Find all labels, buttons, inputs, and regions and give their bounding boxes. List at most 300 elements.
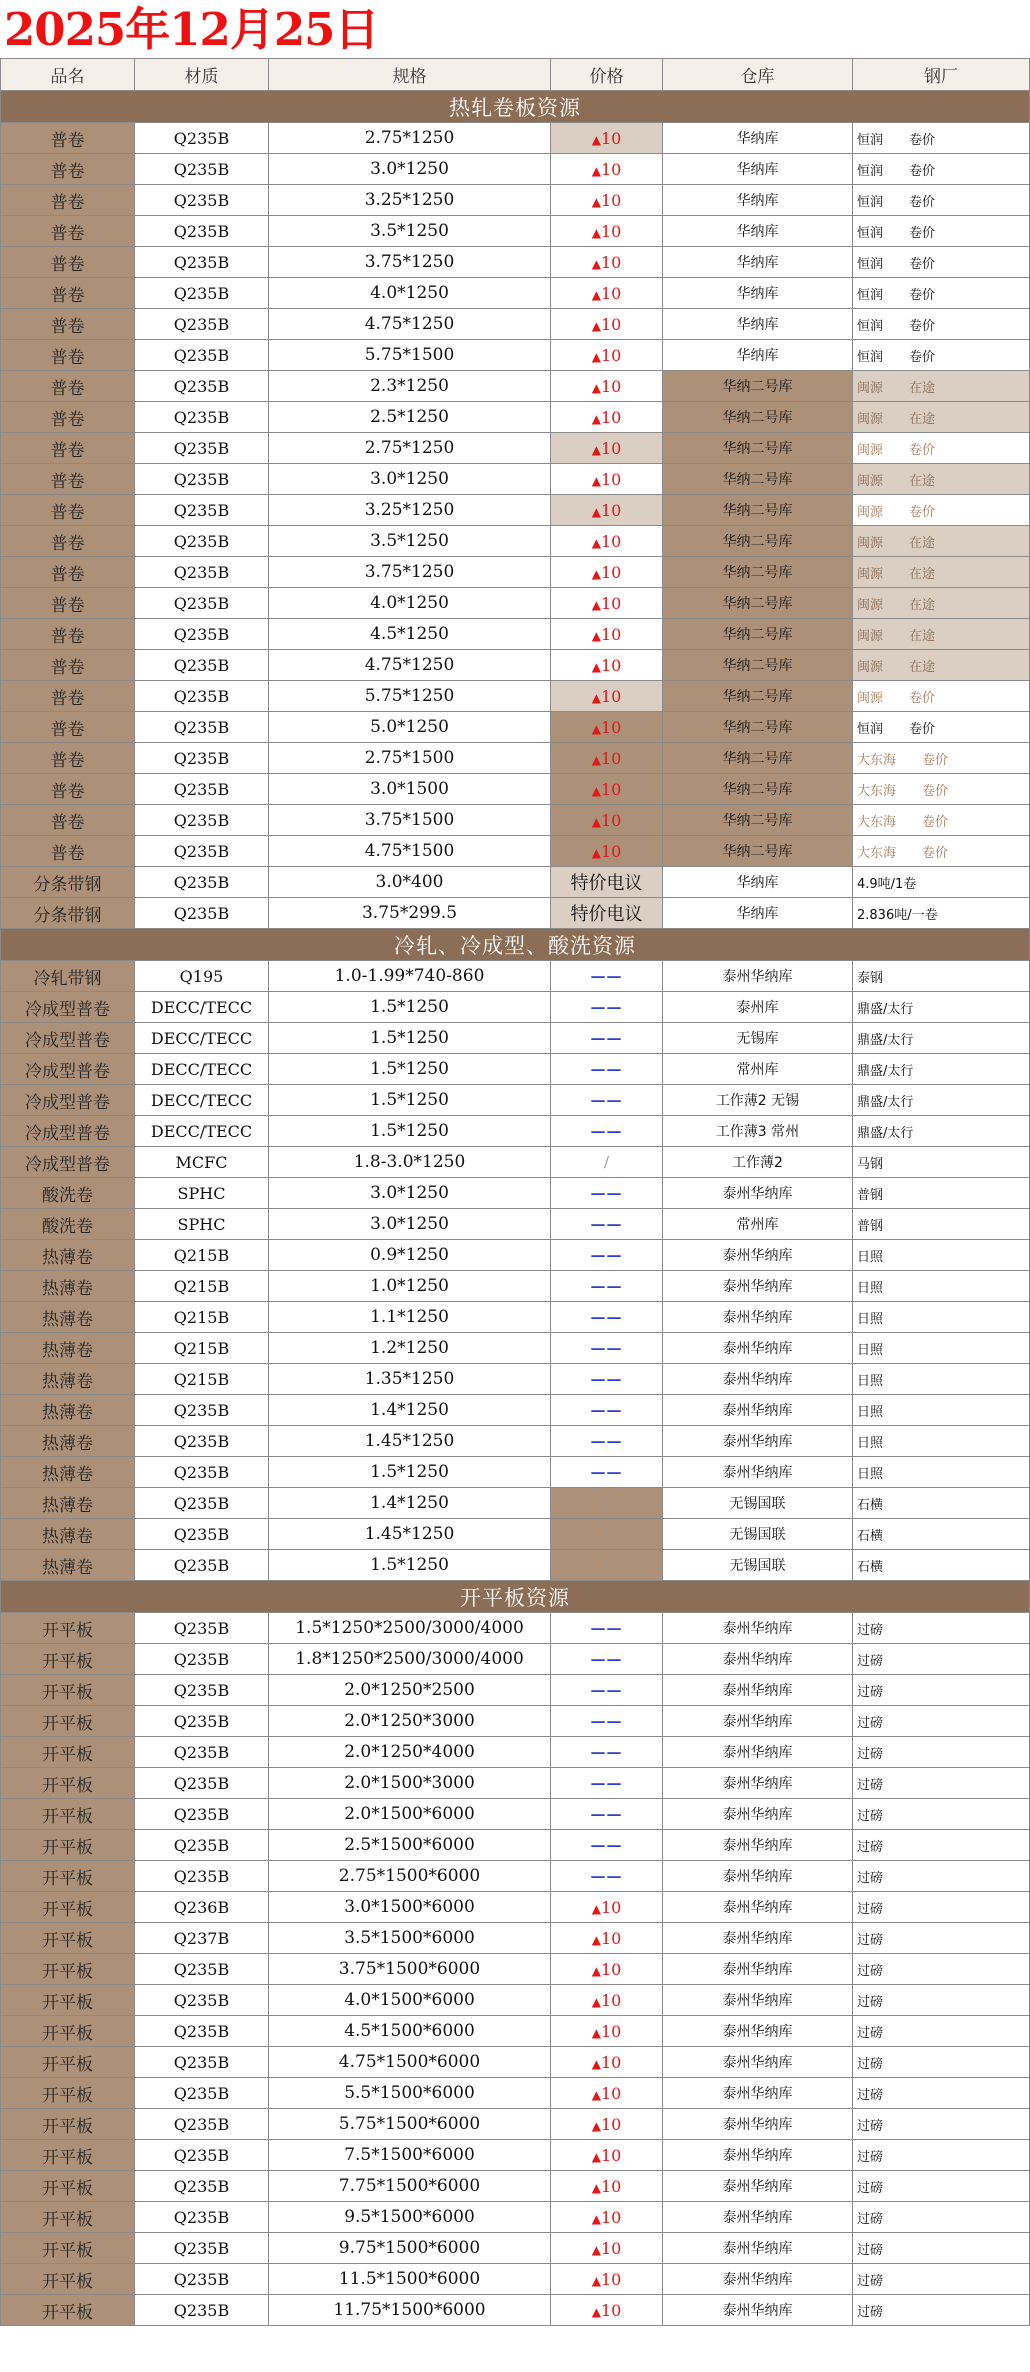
up-triangle-icon: ▲ (591, 2118, 601, 2133)
material-cell: SPHC (135, 1209, 269, 1240)
warehouse-cell: 华纳二号库 (663, 588, 853, 619)
table-row (1, 557, 1030, 588)
steel-mill-cell (853, 2202, 1030, 2233)
mill-note: 卷价 (909, 349, 936, 365)
steel-mill-cell (853, 123, 1030, 154)
warehouse-cell: 泰州华纳库 (663, 1737, 853, 1768)
spec-cell: 11.75*1500*6000 (269, 2295, 551, 2326)
mill-name: 恒润 (857, 287, 884, 303)
spec-cell: 5.75*1500*6000 (269, 2109, 551, 2140)
up-triangle-icon: ▲ (591, 287, 601, 302)
product-name-cell: 开平板 (1, 2078, 135, 2109)
price-change-value: 10 (600, 810, 622, 830)
mill-note: 卷价 (909, 721, 936, 737)
table-row (1, 1768, 1030, 1799)
header-row (1, 59, 1030, 91)
warehouse-cell: 泰州华纳库 (663, 1923, 853, 1954)
up-triangle-icon: ▲ (591, 752, 601, 767)
product-name-cell: 普卷 (1, 588, 135, 619)
steel-mill-cell (853, 2078, 1030, 2109)
price-change-value: 10 (600, 2021, 622, 2041)
steel-mill-cell (853, 216, 1030, 247)
table-row (1, 464, 1030, 495)
mill-name: 过磅 (857, 1622, 884, 1638)
spec-cell: 1.8-3.0*1250 (269, 1147, 551, 1178)
table-row (1, 154, 1030, 185)
material-cell: Q235B (135, 1519, 269, 1550)
steel-mill-cell (853, 1302, 1030, 1333)
product-name-cell: 开平板 (1, 1954, 135, 1985)
product-name-cell: 热薄卷 (1, 1426, 135, 1457)
table-row (1, 1085, 1030, 1116)
material-cell: Q195 (135, 961, 269, 992)
mill-name: 过磅 (857, 1870, 884, 1886)
table-row (1, 1613, 1030, 1644)
product-name-cell: 普卷 (1, 836, 135, 867)
price-cell (551, 495, 663, 526)
steel-mill-cell (853, 340, 1030, 371)
spec-cell: 3.0*1500*6000 (269, 1892, 551, 1923)
mill-name: 日照 (857, 1435, 884, 1451)
table-row (1, 836, 1030, 867)
spec-cell: 2.0*1500*3000 (269, 1768, 551, 1799)
table-row (1, 2295, 1030, 2326)
spec-cell: 1.5*1250 (269, 992, 551, 1023)
product-name-cell: 热薄卷 (1, 1395, 135, 1426)
price-cell (551, 464, 663, 495)
steel-mill-cell (853, 1644, 1030, 1675)
mill-name: 石横 (857, 1559, 884, 1575)
price-change-value: 10 (600, 2145, 622, 2165)
price-cell (551, 805, 663, 836)
steel-mill-cell (853, 2109, 1030, 2140)
column-header: 规格 (269, 59, 551, 91)
spec-cell: 4.0*1250 (269, 588, 551, 619)
spec-cell: 3.5*1500*6000 (269, 1923, 551, 1954)
mill-name: 闽源 (857, 411, 884, 427)
up-triangle-icon: ▲ (591, 2180, 601, 2195)
price-cell: —— (551, 1737, 663, 1768)
table-row (1, 1364, 1030, 1395)
table-row (1, 1457, 1030, 1488)
warehouse-cell: 泰州华纳库 (663, 1271, 853, 1302)
price-change-value: 10 (600, 624, 622, 644)
spec-cell: 3.0*1250 (269, 154, 551, 185)
price-change-value: 10 (600, 1990, 622, 2010)
table-row (1, 1209, 1030, 1240)
table-row (1, 526, 1030, 557)
mill-note: 在途 (909, 411, 936, 427)
steel-mill-cell (853, 1147, 1030, 1178)
product-name-cell: 普卷 (1, 371, 135, 402)
mill-name: 闽源 (857, 628, 884, 644)
spec-cell: 4.5*1250 (269, 619, 551, 650)
material-cell: MCFC (135, 1147, 269, 1178)
spec-cell: 4.5*1500*6000 (269, 2016, 551, 2047)
spec-cell: 3.0*1500 (269, 774, 551, 805)
up-triangle-icon: ▲ (591, 194, 601, 209)
material-cell: Q235B (135, 650, 269, 681)
table-row (1, 712, 1030, 743)
material-cell: Q235B (135, 867, 269, 898)
table-row (1, 1116, 1030, 1147)
warehouse-cell: 华纳二号库 (663, 495, 853, 526)
spec-cell: 4.75*1250 (269, 650, 551, 681)
mill-name: 日照 (857, 1404, 884, 1420)
material-cell: Q235B (135, 1799, 269, 1830)
product-name-cell: 热薄卷 (1, 1364, 135, 1395)
price-cell (551, 2171, 663, 2202)
product-name-cell: 普卷 (1, 743, 135, 774)
warehouse-cell: 泰州华纳库 (663, 2140, 853, 2171)
material-cell: Q237B (135, 1923, 269, 1954)
price-cell: —— (551, 1116, 663, 1147)
material-cell: Q235B (135, 278, 269, 309)
mill-name: 恒润 (857, 349, 884, 365)
warehouse-cell: 泰州华纳库 (663, 1302, 853, 1333)
material-cell: Q235B (135, 2233, 269, 2264)
price-change-value: 10 (600, 469, 622, 489)
spec-cell: 4.75*1250 (269, 309, 551, 340)
price-cell: —— (551, 1613, 663, 1644)
material-cell: Q235B (135, 1644, 269, 1675)
warehouse-cell: 常州库 (663, 1054, 853, 1085)
product-name-cell: 冷成型普卷 (1, 1054, 135, 1085)
warehouse-cell: 泰州华纳库 (663, 1426, 853, 1457)
price-cell (551, 2233, 663, 2264)
warehouse-cell: 泰州华纳库 (663, 2202, 853, 2233)
material-cell: Q235B (135, 1954, 269, 1985)
material-cell: Q235B (135, 898, 269, 929)
material-cell: Q235B (135, 2140, 269, 2171)
price-cell (551, 2140, 663, 2171)
mill-name: 过磅 (857, 2242, 884, 2258)
mill-name: 过磅 (857, 1963, 884, 1979)
steel-mill-cell (853, 154, 1030, 185)
price-change-value: 10 (600, 686, 622, 706)
material-cell: Q235B (135, 681, 269, 712)
steel-mill-cell (853, 2016, 1030, 2047)
price-change-value: 10 (600, 562, 622, 582)
mill-name: 恒润 (857, 163, 884, 179)
price-change-value: 10 (600, 717, 622, 737)
table-row (1, 2171, 1030, 2202)
up-triangle-icon: ▲ (591, 1901, 601, 1916)
up-triangle-icon: ▲ (591, 2211, 601, 2226)
steel-mill-cell (853, 278, 1030, 309)
warehouse-cell: 泰州华纳库 (663, 1333, 853, 1364)
steel-mill-cell (853, 2264, 1030, 2295)
product-name-cell: 普卷 (1, 712, 135, 743)
price-change-value: 10 (600, 2083, 622, 2103)
steel-mill-cell (853, 1830, 1030, 1861)
steel-mill-cell (853, 1519, 1030, 1550)
spec-cell: 3.25*1250 (269, 495, 551, 526)
up-triangle-icon: ▲ (591, 2273, 601, 2288)
material-cell: Q235B (135, 805, 269, 836)
warehouse-cell: 华纳二号库 (663, 774, 853, 805)
mill-name: 过磅 (857, 1839, 884, 1855)
warehouse-cell: 工作薄2 (663, 1147, 853, 1178)
table-row (1, 2078, 1030, 2109)
table-row (1, 1861, 1030, 1892)
warehouse-cell: 华纳库 (663, 247, 853, 278)
mill-name: 恒润 (857, 721, 884, 737)
price-cell (551, 2264, 663, 2295)
mill-note: 在途 (909, 659, 936, 675)
spec-cell: 9.75*1500*6000 (269, 2233, 551, 2264)
product-name-cell: 普卷 (1, 278, 135, 309)
up-triangle-icon: ▲ (591, 442, 601, 457)
price-cell (551, 247, 663, 278)
price-cell: —— (551, 1085, 663, 1116)
steel-mill-cell (853, 1706, 1030, 1737)
steel-mill-cell (853, 961, 1030, 992)
steel-mill-cell (853, 1923, 1030, 1954)
spec-cell: 1.5*1250 (269, 1116, 551, 1147)
section-title: 热轧卷板资源 (1, 91, 1030, 123)
warehouse-cell: 泰州华纳库 (663, 1644, 853, 1675)
material-cell: Q235B (135, 1737, 269, 1768)
price-cell (551, 774, 663, 805)
material-cell: Q236B (135, 1892, 269, 1923)
material-cell: Q235B (135, 1395, 269, 1426)
mill-name: 恒润 (857, 318, 884, 334)
product-name-cell: 普卷 (1, 681, 135, 712)
warehouse-cell: 泰州华纳库 (663, 2264, 853, 2295)
section-title: 开平板资源 (1, 1581, 1030, 1613)
product-name-cell: 冷成型普卷 (1, 992, 135, 1023)
steel-mill-cell (853, 557, 1030, 588)
material-cell: Q235B (135, 216, 269, 247)
product-name-cell: 开平板 (1, 2202, 135, 2233)
up-triangle-icon: ▲ (591, 473, 601, 488)
spec-cell: 1.0*1250 (269, 1271, 551, 1302)
table-row (1, 123, 1030, 154)
warehouse-cell: 泰州华纳库 (663, 1799, 853, 1830)
product-name-cell: 普卷 (1, 247, 135, 278)
spec-cell: 2.75*1500*6000 (269, 1861, 551, 1892)
steel-mill-cell (853, 247, 1030, 278)
price-change-value: 10 (600, 2269, 622, 2289)
mill-note: 卷价 (922, 783, 949, 799)
table-row (1, 1923, 1030, 1954)
product-name-cell: 开平板 (1, 1613, 135, 1644)
material-cell: Q235B (135, 1675, 269, 1706)
mill-name: 鼎盛/太行 (857, 1032, 914, 1048)
spec-cell: 1.5*1250 (269, 1457, 551, 1488)
material-cell: Q235B (135, 1613, 269, 1644)
price-cell (551, 1985, 663, 2016)
table-row (1, 1892, 1030, 1923)
table-row (1, 2047, 1030, 2078)
warehouse-cell: 泰州华纳库 (663, 1830, 853, 1861)
steel-mill-cell (853, 185, 1030, 216)
price-change-value: 10 (600, 252, 622, 272)
price-cell (551, 712, 663, 743)
material-cell: Q235B (135, 1830, 269, 1861)
section-title: 冷轧、冷成型、酸洗资源 (1, 929, 1030, 961)
mill-name: 日照 (857, 1249, 884, 1265)
mill-name: 过磅 (857, 2118, 884, 2134)
steel-mill-cell (853, 1675, 1030, 1706)
material-cell: Q235B (135, 2264, 269, 2295)
mill-note: 在途 (909, 380, 936, 396)
steel-mill-cell (853, 712, 1030, 743)
steel-mill-cell (853, 1861, 1030, 1892)
price-cell (551, 371, 663, 402)
steel-mill-cell (853, 1054, 1030, 1085)
spec-cell: 3.75*1250 (269, 557, 551, 588)
price-cell: —— (551, 1861, 663, 1892)
mill-name: 大东海 (857, 783, 897, 799)
steel-mill-cell (853, 805, 1030, 836)
material-cell: Q235B (135, 526, 269, 557)
steel-mill-cell (853, 2047, 1030, 2078)
material-cell: Q235B (135, 1426, 269, 1457)
price-cell (551, 154, 663, 185)
mill-note: 卷价 (909, 442, 936, 458)
steel-mill-cell (853, 495, 1030, 526)
price-cell (551, 619, 663, 650)
table-row (1, 1488, 1030, 1519)
mill-name: 过磅 (857, 1901, 884, 1917)
steel-mill-cell (853, 1395, 1030, 1426)
spec-cell: 1.5*1250*2500/3000/4000 (269, 1613, 551, 1644)
mill-name: 2.836吨/一卷 (857, 907, 938, 923)
warehouse-cell: 华纳库 (663, 340, 853, 371)
price-cell (551, 526, 663, 557)
price-cell: —— (551, 1178, 663, 1209)
mill-name: 过磅 (857, 2211, 884, 2227)
up-triangle-icon: ▲ (591, 256, 601, 271)
spec-cell: 5.0*1250 (269, 712, 551, 743)
price-cell: —— (551, 1209, 663, 1240)
material-cell: Q235B (135, 154, 269, 185)
warehouse-cell: 泰州华纳库 (663, 1178, 853, 1209)
warehouse-cell: 泰州华纳库 (663, 1240, 853, 1271)
price-change-value: 10 (600, 221, 622, 241)
warehouse-cell: 华纳库 (663, 185, 853, 216)
material-cell: Q235B (135, 836, 269, 867)
spec-cell: 1.5*1250 (269, 1054, 551, 1085)
spec-cell: 1.2*1250 (269, 1333, 551, 1364)
steel-mill-cell (853, 1737, 1030, 1768)
table-row (1, 961, 1030, 992)
price-change-value: 10 (600, 376, 622, 396)
table-row (1, 1395, 1030, 1426)
price-cell (551, 743, 663, 774)
warehouse-cell: 华纳二号库 (663, 557, 853, 588)
price-cell (551, 123, 663, 154)
warehouse-cell: 华纳库 (663, 867, 853, 898)
mill-name: 日照 (857, 1373, 884, 1389)
material-cell: Q235B (135, 433, 269, 464)
up-triangle-icon: ▲ (591, 2149, 601, 2164)
steel-mill-cell (853, 1613, 1030, 1644)
product-name-cell: 开平板 (1, 1923, 135, 1954)
spec-cell: 5.75*1250 (269, 681, 551, 712)
table-row (1, 805, 1030, 836)
product-name-cell: 普卷 (1, 402, 135, 433)
price-cell: —— (551, 992, 663, 1023)
table-row (1, 619, 1030, 650)
steel-mill-cell (853, 1985, 1030, 2016)
up-triangle-icon: ▲ (591, 132, 601, 147)
mill-name: 闽源 (857, 442, 884, 458)
price-change-value: 10 (600, 407, 622, 427)
table-row (1, 1985, 1030, 2016)
steel-mill-cell (853, 1954, 1030, 1985)
up-triangle-icon: ▲ (591, 380, 601, 395)
steel-mill-cell (853, 898, 1030, 929)
spec-cell: 1.45*1250 (269, 1426, 551, 1457)
warehouse-cell: 华纳库 (663, 898, 853, 929)
warehouse-cell: 泰州华纳库 (663, 2016, 853, 2047)
price-change-value: 10 (600, 500, 622, 520)
product-name-cell: 冷成型普卷 (1, 1085, 135, 1116)
product-name-cell: 开平板 (1, 1985, 135, 2016)
price-cell: —— (551, 1457, 663, 1488)
price-cell: —— (551, 1395, 663, 1426)
warehouse-cell: 泰州华纳库 (663, 961, 853, 992)
table-row (1, 2202, 1030, 2233)
mill-name: 石横 (857, 1497, 884, 1513)
spec-cell: 1.45*1250 (269, 1519, 551, 1550)
material-cell: DECC/TECC (135, 1054, 269, 1085)
price-cell (551, 1954, 663, 1985)
mill-name: 普钢 (857, 1218, 884, 1234)
warehouse-cell: 华纳二号库 (663, 402, 853, 433)
steel-mill-cell (853, 743, 1030, 774)
price-change-value: 10 (600, 314, 622, 334)
mill-note: 在途 (909, 473, 936, 489)
steel-mill-cell (853, 1023, 1030, 1054)
mill-name: 大东海 (857, 845, 897, 861)
column-header: 仓库 (663, 59, 853, 91)
warehouse-cell: 泰州华纳库 (663, 1768, 853, 1799)
price-cell (551, 1923, 663, 1954)
price-cell: / (551, 1488, 663, 1519)
warehouse-cell: 泰州华纳库 (663, 1985, 853, 2016)
product-name-cell: 分条带钢 (1, 898, 135, 929)
price-change-value: 10 (600, 1959, 622, 1979)
price-change-value: 10 (600, 128, 622, 148)
price-cell (551, 2202, 663, 2233)
section-leveled-plate (1, 1581, 1030, 1613)
material-cell: Q215B (135, 1302, 269, 1333)
material-cell: Q235B (135, 743, 269, 774)
steel-mill-cell (853, 1768, 1030, 1799)
product-name-cell: 普卷 (1, 185, 135, 216)
table-row (1, 2233, 1030, 2264)
warehouse-cell: 无锡库 (663, 1023, 853, 1054)
steel-mill-cell (853, 1488, 1030, 1519)
spec-cell: 2.75*1250 (269, 123, 551, 154)
steel-mill-cell (853, 433, 1030, 464)
product-name-cell: 开平板 (1, 2233, 135, 2264)
steel-mill-cell (853, 1116, 1030, 1147)
product-name-cell: 普卷 (1, 557, 135, 588)
warehouse-cell: 华纳库 (663, 216, 853, 247)
steel-mill-cell (853, 464, 1030, 495)
warehouse-cell: 无锡国联 (663, 1550, 853, 1581)
material-cell: Q215B (135, 1364, 269, 1395)
product-name-cell: 开平板 (1, 2171, 135, 2202)
table-row (1, 185, 1030, 216)
steel-mill-cell (853, 1240, 1030, 1271)
steel-mill-cell (853, 681, 1030, 712)
